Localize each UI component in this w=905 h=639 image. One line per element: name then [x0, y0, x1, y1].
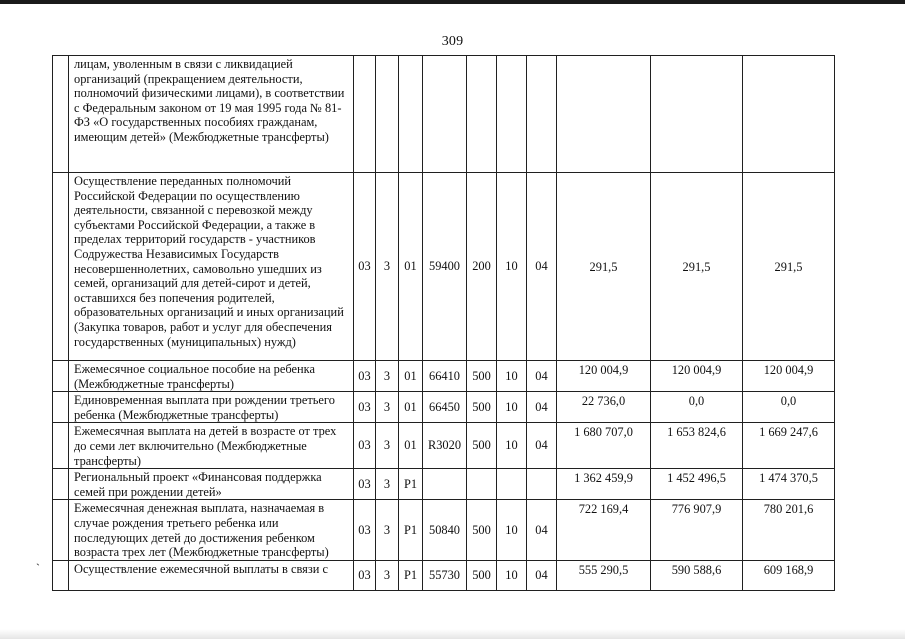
table-row: [53, 392, 835, 423]
code-cell: 03: [354, 469, 376, 500]
code-cell: 66410: [423, 361, 467, 392]
budget-table: [52, 55, 835, 591]
row-index-cell: [53, 560, 69, 590]
code-cell: [399, 56, 423, 173]
amount-cell: 1 680 707,0: [557, 423, 651, 469]
code-cell: 3: [376, 173, 399, 361]
row-index-cell: [53, 173, 69, 361]
code-cell: P1: [399, 500, 423, 560]
row-index-cell: [53, 500, 69, 560]
amount-cell: 291,5: [557, 173, 651, 361]
code-cell: 3: [376, 469, 399, 500]
table-row: [53, 469, 835, 500]
amount-cell: 780 201,6: [743, 500, 835, 560]
expense-name-cell: Единовременная выплата при рождении третьего ребенка (Межбюджетные трансферты): [69, 392, 354, 423]
code-cell: [467, 56, 497, 173]
table-row: [53, 56, 835, 173]
amount-cell: 22 736,0: [557, 392, 651, 423]
expense-name-cell: Ежемесячная денежная выплата, назначаемая в случае рождения третьего ребенка или последующих детей до достижения ребенком возраста трех лет (Межбюджетные трансферты): [69, 500, 354, 560]
code-cell: 03: [354, 392, 376, 423]
code-cell: 04: [527, 361, 557, 392]
code-cell: 01: [399, 173, 423, 361]
code-cell: [527, 56, 557, 173]
code-cell: 66450: [423, 392, 467, 423]
code-cell: 10: [497, 392, 527, 423]
code-cell: 3: [376, 392, 399, 423]
amount-cell: 120 004,9: [743, 361, 835, 392]
table-row: [53, 361, 835, 392]
code-cell: 500: [467, 392, 497, 423]
code-cell: 59400: [423, 173, 467, 361]
code-cell: 3: [376, 560, 399, 590]
amount-cell: 1 669 247,6: [743, 423, 835, 469]
code-cell: 01: [399, 423, 423, 469]
amount-cell: 1 474 370,5: [743, 469, 835, 500]
code-cell: 04: [527, 392, 557, 423]
code-cell: 01: [399, 361, 423, 392]
expense-name-cell: лицам, уволенным в связи с ликвидацией организаций (прекращением деятельности, полномочий физическими лицами), в соответствии с Федеральным законом от 19 мая 1995 года № 81-ФЗ «О государственных пособиях гражданам, имеющим детей» (Межбюджетные трансферты): [69, 56, 354, 173]
amount-cell: 1 362 459,9: [557, 469, 651, 500]
amount-cell: 722 169,4: [557, 500, 651, 560]
scan-edge-top: [0, 0, 905, 4]
code-cell: [423, 56, 467, 173]
table-row: [53, 173, 835, 361]
expense-name-cell: Региональный проект «Финансовая поддержка семей при рождении детей»: [69, 469, 354, 500]
code-cell: [497, 56, 527, 173]
amount-cell: [743, 56, 835, 173]
code-cell: 04: [527, 423, 557, 469]
code-cell: 200: [467, 173, 497, 361]
amount-cell: 609 168,9: [743, 560, 835, 590]
amount-cell: 291,5: [743, 173, 835, 361]
amount-cell: [651, 56, 743, 173]
code-cell: 03: [354, 500, 376, 560]
amount-cell: 590 588,6: [651, 560, 743, 590]
code-cell: 01: [399, 392, 423, 423]
table-row: [53, 423, 835, 469]
scan-edge-bottom: [0, 629, 905, 639]
row-index-cell: [53, 361, 69, 392]
amount-cell: 555 290,5: [557, 560, 651, 590]
amount-cell: [557, 56, 651, 173]
code-cell: 04: [527, 173, 557, 361]
amount-cell: 291,5: [651, 173, 743, 361]
expense-name-cell: Ежемесячное социальное пособие на ребенка (Межбюджетные трансферты): [69, 361, 354, 392]
expense-name-cell: Осуществление переданных полномочий Российской Федерации по осуществлению деятельности, связанной с перевозкой между субъектами Российской Федерации, а также в пределах территорий государств - участников Содружества Независимых Государств несовершеннолетних, самовольно ушедших из семей, организаций для детей-сирот и детей, оставшихся без попечения родителей, образовательных организаций и иных организаций (Закупка товаров, работ и услуг для обеспечения государственных (муниципальных) нужд): [69, 173, 354, 361]
code-cell: [354, 56, 376, 173]
code-cell: 03: [354, 560, 376, 590]
amount-cell: 0,0: [651, 392, 743, 423]
code-cell: 10: [497, 361, 527, 392]
amount-cell: 120 004,9: [557, 361, 651, 392]
code-cell: [467, 469, 497, 500]
row-index-cell: [53, 423, 69, 469]
code-cell: 55730: [423, 560, 467, 590]
row-index-cell: [53, 56, 69, 173]
row-index-cell: [53, 469, 69, 500]
code-cell: 3: [376, 423, 399, 469]
code-cell: P1: [399, 560, 423, 590]
code-cell: 04: [527, 500, 557, 560]
expense-name-cell: Ежемесячная выплата на детей в возрасте от трех до семи лет включительно (Межбюджетные трансферты): [69, 423, 354, 469]
code-cell: R3020: [423, 423, 467, 469]
page-number: 309: [441, 34, 464, 49]
amount-cell: 120 004,9: [651, 361, 743, 392]
table-row: [53, 500, 835, 560]
code-cell: P1: [399, 469, 423, 500]
code-cell: 50840: [423, 500, 467, 560]
scan-speck: `: [36, 561, 40, 575]
code-cell: [527, 469, 557, 500]
code-cell: [376, 56, 399, 173]
code-cell: 10: [497, 560, 527, 590]
code-cell: 03: [354, 423, 376, 469]
code-cell: 04: [527, 560, 557, 590]
table-row: [53, 560, 835, 590]
code-cell: 500: [467, 423, 497, 469]
amount-cell: 0,0: [743, 392, 835, 423]
code-cell: 500: [467, 500, 497, 560]
code-cell: 500: [467, 361, 497, 392]
code-cell: 3: [376, 361, 399, 392]
amount-cell: 1 653 824,6: [651, 423, 743, 469]
amount-cell: 1 452 496,5: [651, 469, 743, 500]
expense-name-cell: Осуществление ежемесячной выплаты в связи с: [69, 560, 354, 590]
code-cell: [423, 469, 467, 500]
code-cell: 500: [467, 560, 497, 590]
code-cell: 3: [376, 500, 399, 560]
code-cell: 10: [497, 500, 527, 560]
code-cell: 03: [354, 361, 376, 392]
code-cell: 10: [497, 173, 527, 361]
code-cell: 10: [497, 423, 527, 469]
amount-cell: 776 907,9: [651, 500, 743, 560]
code-cell: 03: [354, 173, 376, 361]
row-index-cell: [53, 392, 69, 423]
code-cell: [497, 469, 527, 500]
